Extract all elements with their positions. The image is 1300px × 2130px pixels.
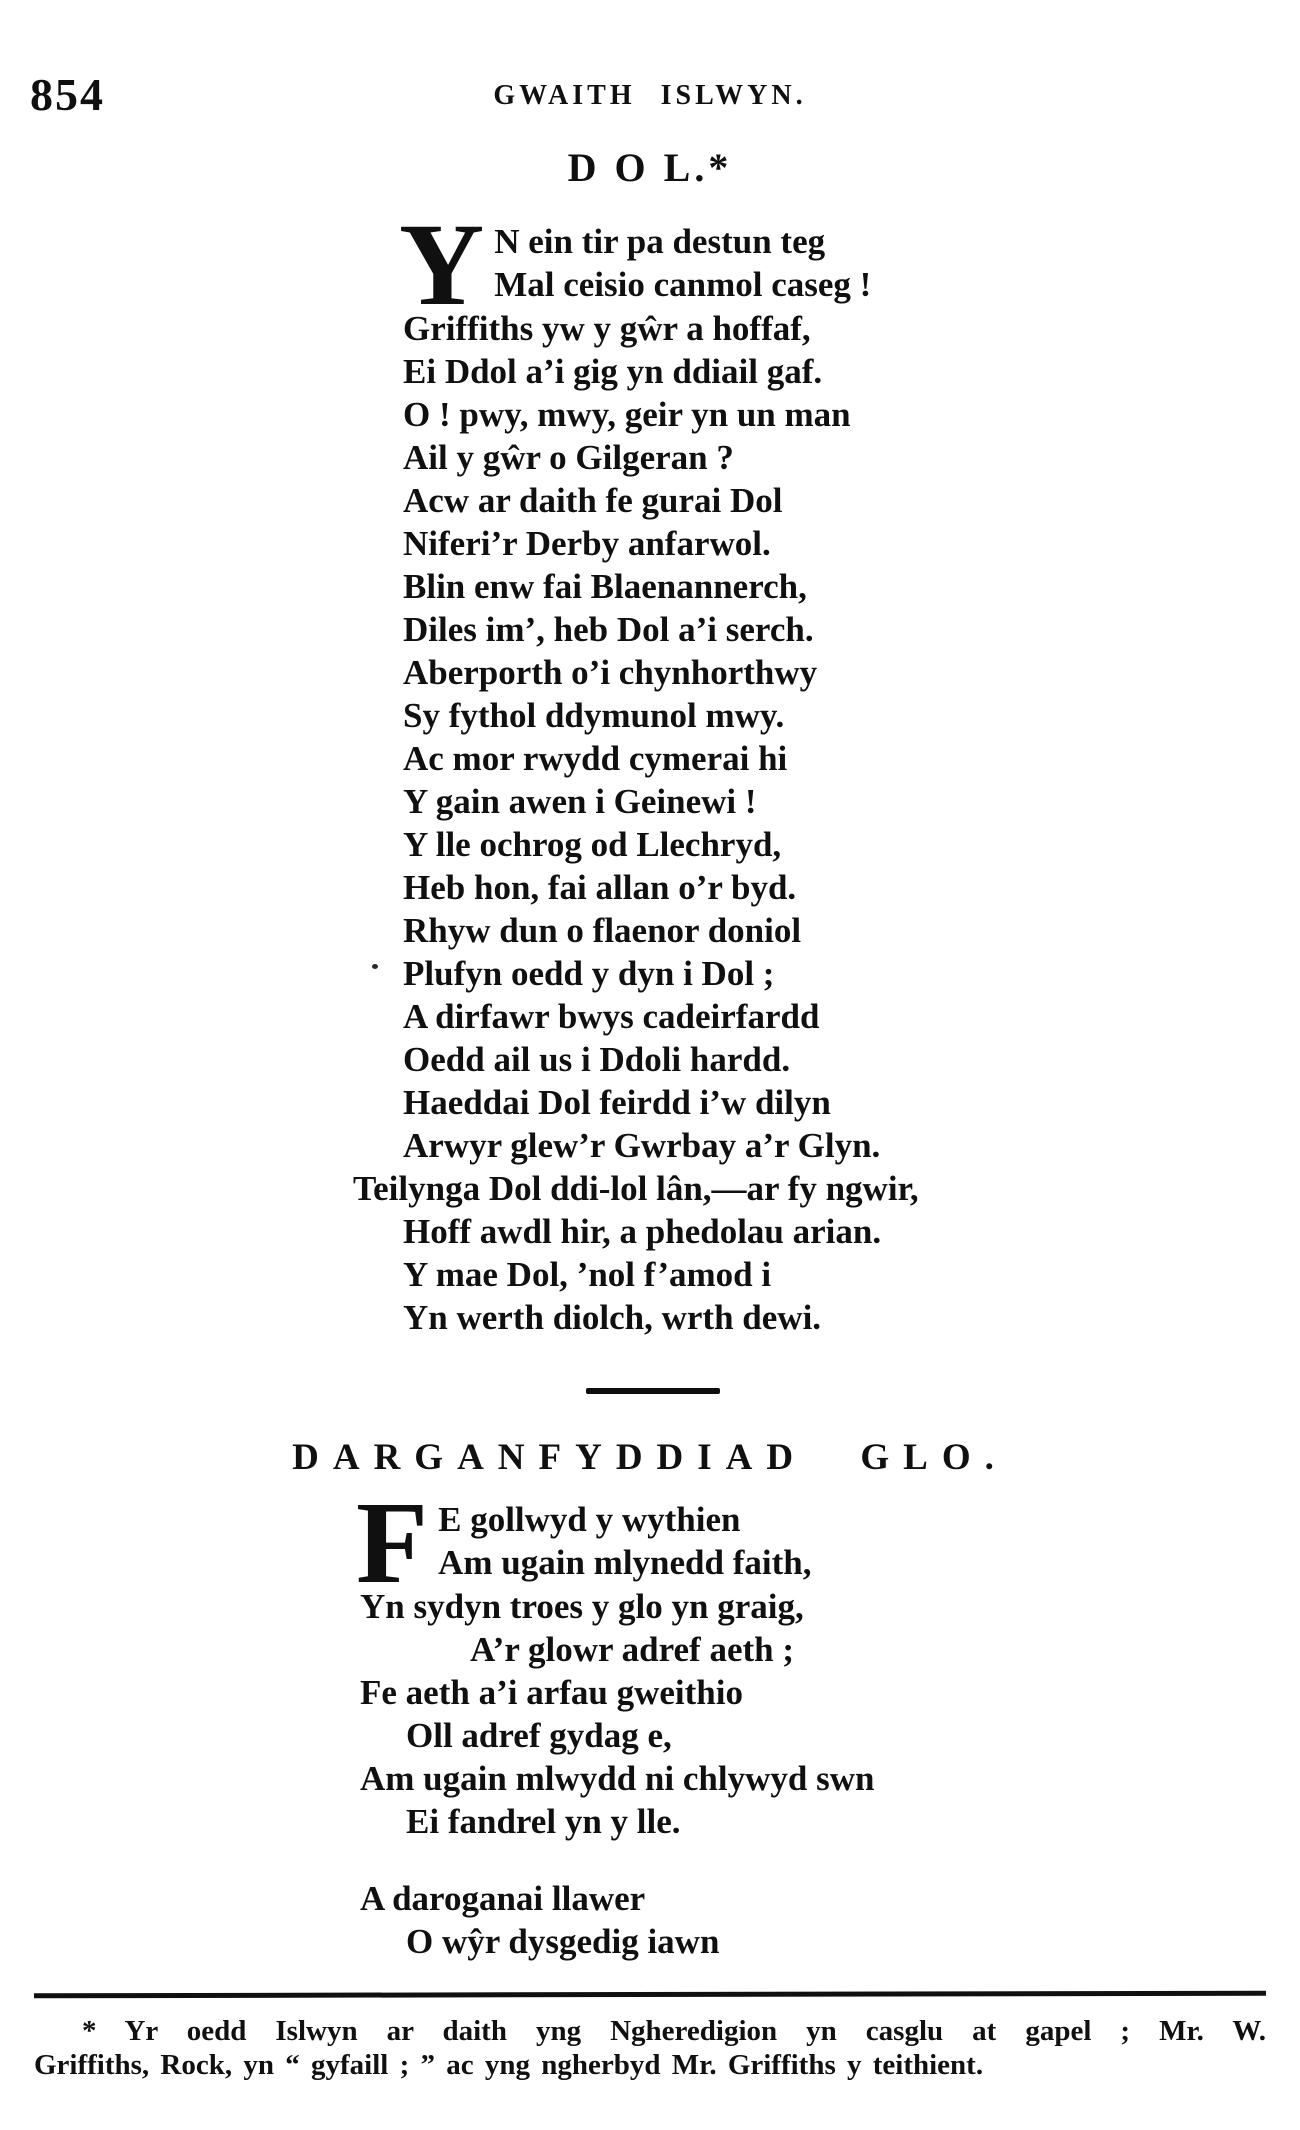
poem-line: O wŷr dysgedig iawn [406, 1922, 720, 1961]
poem-line: Haeddai Dol feirdd i’w dilyn [403, 1083, 831, 1122]
poem-line: E gollwyd y wythien [438, 1500, 741, 1539]
poem-line: Plufyn oedd y dyn i Dol ; [403, 954, 775, 993]
poem-line: Mal ceisio canmol caseg ! [494, 265, 872, 304]
poem-line: Niferi’r Derby anfarwol. [403, 524, 771, 563]
poem-line: N ein tir pa destun teg [494, 222, 826, 261]
poem-line: Y gain awen i Geinewi ! [403, 782, 757, 821]
poem-line: Arwyr glew’r Gwrbay a’r Glyn. [403, 1126, 881, 1165]
poem-line: A dirfawr bwys cadeirfardd [403, 997, 820, 1036]
poem-line: Acw ar daith fe gurai Dol [403, 481, 783, 520]
ink-speck [372, 964, 378, 969]
poem-line: Y mae Dol, ’nol f’amod i [403, 1255, 772, 1294]
poem-dol-title: D O L.* [567, 145, 733, 190]
poem-line: Heb hon, fai allan o’r byd. [403, 868, 797, 907]
footnote-rule [34, 1991, 1266, 1999]
section-divider-rule [586, 1388, 720, 1394]
poem-line: O ! pwy, mwy, geir yn un man [403, 395, 851, 434]
footnote [34, 2014, 1266, 2082]
poem-glo-title: DARGANFYDDIAD GLO. [292, 1437, 1008, 1478]
poem-line: Fe aeth a’i arfau gweithio [360, 1673, 743, 1712]
poem-line: Teilynga Dol ddi-lol lân,—ar fy ngwir, [353, 1169, 919, 1208]
poem-line: Ei Ddol a’i gig yn ddiail gaf. [403, 352, 823, 391]
poem-line: Oedd ail us i Ddoli hardd. [403, 1040, 791, 1079]
footnote-line: Griffiths, Rock, yn “ gyfaill ; ” ac yng ngherbyd Mr. Griffiths y teithient. [34, 2049, 984, 2081]
poem-line: Aberporth o’i chynhorthwy [403, 653, 818, 692]
poem-line: Sy fythol ddymunol mwy. [403, 696, 785, 735]
poem-line: A daroganai llawer [360, 1879, 646, 1918]
poem-line: Hoff awdl hir, a phedolau arian. [403, 1212, 882, 1251]
poem-line: A’r glowr adref aeth ; [470, 1630, 795, 1669]
poem-line: Am ugain mlwydd ni chlywyd swn [360, 1759, 875, 1798]
poem-line: Y lle ochrog od Llechryd, [403, 825, 782, 864]
drop-cap-f: F [356, 1477, 429, 1608]
poem-dol [353, 199, 1123, 1339]
poem-line: Ail y gŵr o Gilgeran ? [403, 438, 734, 477]
poem-line: Diles im’, heb Dol a’i serch. [403, 610, 814, 649]
poem-line: Ac mor rwydd cymerai hi [403, 739, 788, 778]
poem-line: Blin enw fai Blaenannerch, [403, 567, 807, 606]
footnote-line: * Yr oedd Islwyn ar daith yng Ngheredigion yn casglu at gapel ; Mr. W. [82, 2015, 1266, 2047]
poem-line: Ei fandrel yn y lle. [406, 1802, 681, 1841]
drop-cap-y: Y [399, 199, 485, 330]
poem-glo [356, 1477, 1120, 1963]
poem-line: Yn sydyn troes y glo yn graig, [360, 1587, 804, 1626]
poem-line: Griffiths yw y gŵr a hoffaf, [403, 309, 811, 348]
poem-line: Yn werth diolch, wrth dewi. [403, 1298, 822, 1337]
poem-line: Rhyw dun o flaenor doniol [403, 911, 802, 950]
page-number: 854 [30, 69, 105, 120]
poem-line: Am ugain mlynedd faith, [438, 1543, 812, 1582]
poem-line: Oll adref gydag e, [406, 1716, 672, 1755]
running-title: GWAITH ISLWYN. [493, 80, 807, 111]
